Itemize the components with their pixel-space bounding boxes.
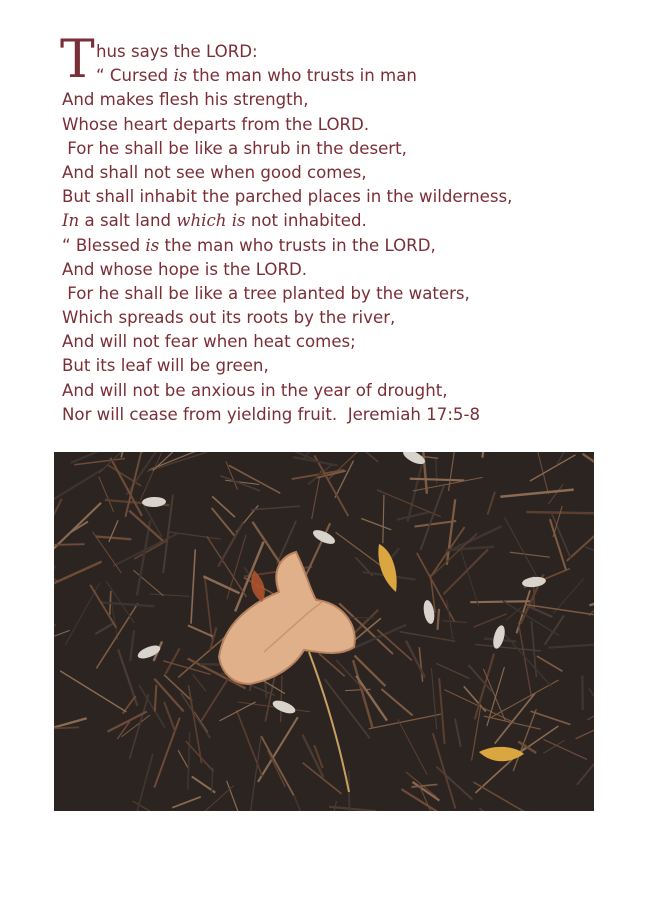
verse-text: But its leaf will be green, xyxy=(62,356,269,376)
verse-line xyxy=(62,40,602,64)
verse-text: And shall not see when good comes, xyxy=(62,162,367,182)
verse-text: For he shall be like a tree planted by the waters, xyxy=(62,283,470,303)
verse-line xyxy=(62,161,602,185)
verse-text: And whose hope is the LORD. xyxy=(62,259,308,279)
verse-text: “ Blessed xyxy=(62,235,146,255)
pine-needle xyxy=(470,601,532,602)
verse-line xyxy=(62,379,602,403)
verse-text: the man who trusts in man xyxy=(187,66,417,86)
verse-text: “ Cursed xyxy=(96,66,174,86)
verse-line xyxy=(62,306,602,330)
pine-needle xyxy=(437,609,439,630)
verse-text: Which spreads out its roots by the river, xyxy=(62,308,396,328)
verse-line xyxy=(62,403,602,427)
verse-line xyxy=(62,137,602,161)
italic-word: is xyxy=(173,66,188,86)
verse-line xyxy=(62,234,602,258)
verse-line xyxy=(62,113,602,137)
verse-text: And will not be anxious in the year of drought, xyxy=(62,380,448,400)
verse-line xyxy=(62,282,602,306)
verse-text: Whose heart departs from the LORD. xyxy=(62,114,370,134)
verse-line xyxy=(62,88,602,112)
verse-line xyxy=(62,354,602,378)
verse-text: And will not fear when heat comes; xyxy=(62,332,356,352)
drop-cap: T xyxy=(60,30,95,90)
italic-word: is xyxy=(145,235,160,255)
verse-lines xyxy=(62,40,602,427)
verse-text: Nor will cease from yielding fruit. Jeremiah 17:5-8 xyxy=(62,404,481,424)
verse-text: And makes flesh his strength, xyxy=(62,90,309,110)
italic-word: which is xyxy=(176,211,246,231)
verse-line xyxy=(62,64,602,88)
verse-text: the man who trusts in the LORD, xyxy=(159,235,436,255)
verse-text: a salt land xyxy=(79,211,177,231)
verse-line xyxy=(62,330,602,354)
verse-line xyxy=(62,185,602,209)
photo-canvas xyxy=(54,452,594,811)
verse-text: hus says the LORD: xyxy=(96,42,258,61)
italic-word: In xyxy=(62,211,80,231)
verse-line xyxy=(62,209,602,233)
verse-text: But shall inhabit the parched places in the wilderness, xyxy=(62,187,513,207)
verse-line xyxy=(62,258,602,282)
verse-text: For he shall be like a shrub in the desert, xyxy=(62,138,407,158)
leaf-on-pine-needles-photo xyxy=(54,452,594,811)
pine-needle xyxy=(54,544,85,545)
verse-text: not inhabited. xyxy=(245,211,367,231)
verse-block xyxy=(60,30,602,427)
